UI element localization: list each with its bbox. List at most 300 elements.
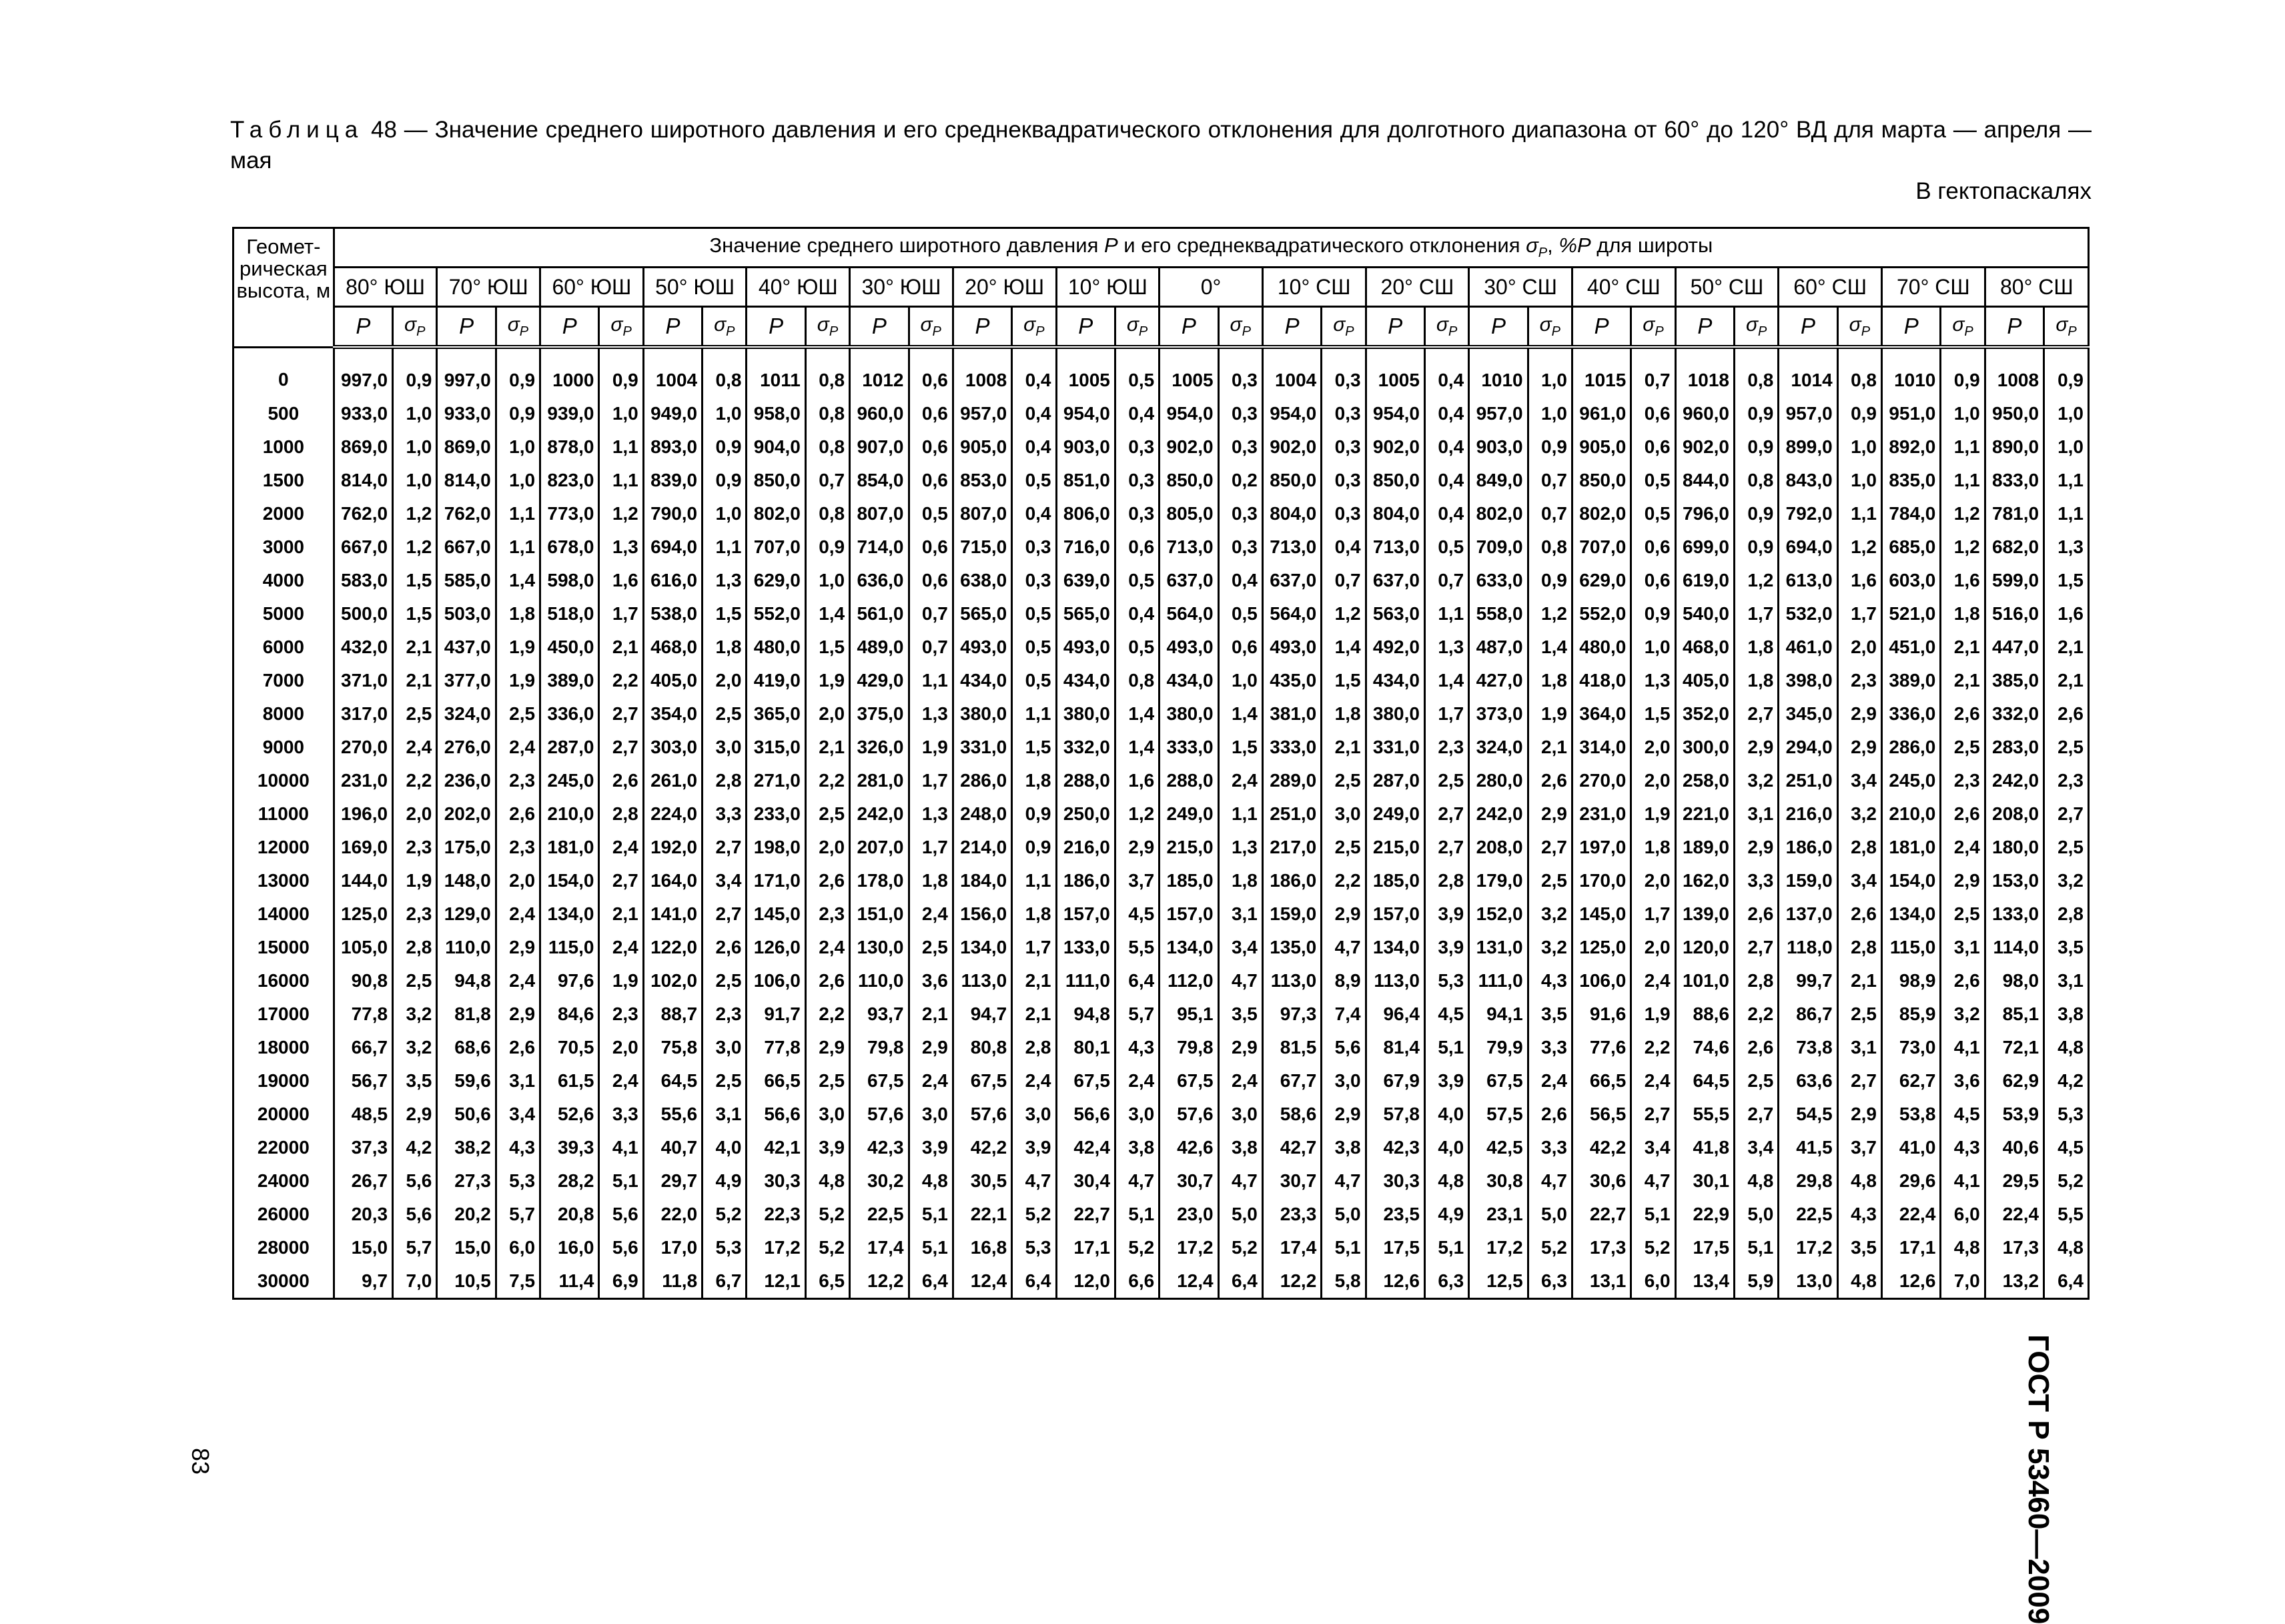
pressure-cell: 1000 — [540, 347, 599, 397]
sigma-cell: 2,8 — [1012, 1031, 1056, 1064]
pressure-cell: 699,0 — [1675, 530, 1734, 564]
p-subheader: P — [850, 307, 909, 348]
pressure-cell: 781,0 — [1985, 497, 2043, 530]
pressure-cell: 432,0 — [334, 631, 392, 664]
pressure-cell: 133,0 — [1056, 931, 1115, 964]
pressure-cell: 637,0 — [1160, 564, 1218, 597]
sigma-cell: 2,5 — [1941, 731, 1985, 764]
sigma-cell: 0,5 — [1012, 664, 1056, 697]
sigma-cell: 2,5 — [805, 1064, 849, 1098]
sigma-cell: 2,2 — [805, 764, 849, 797]
pressure-cell: 249,0 — [1366, 797, 1424, 831]
pressure-cell: 30,3 — [747, 1164, 805, 1198]
pressure-cell: 17,3 — [1985, 1231, 2043, 1264]
sigma-cell: 6,0 — [1941, 1198, 1985, 1231]
sigma-cell: 2,4 — [1631, 1064, 1675, 1098]
sigma-cell: 2,0 — [805, 831, 849, 864]
sigma-cell: 2,1 — [805, 731, 849, 764]
sigma-cell: 7,0 — [393, 1264, 437, 1299]
sigma-cell: 2,5 — [1941, 897, 1985, 931]
pressure-cell: 619,0 — [1675, 564, 1734, 597]
pressure-cell: 12,4 — [953, 1264, 1011, 1299]
sigma-cell: 4,2 — [2044, 1064, 2089, 1098]
sigma-cell: 0,3 — [1322, 430, 1366, 464]
sigma-cell: 5,3 — [1012, 1231, 1056, 1264]
p-subheader: P — [540, 307, 599, 348]
p-subheader: P — [643, 307, 702, 348]
pressure-cell: 1010 — [1469, 347, 1528, 397]
sigma-cell: 0,9 — [496, 347, 540, 397]
sigma-cell: 5,2 — [1631, 1231, 1675, 1264]
sigma-cell: 2,6 — [2044, 697, 2089, 731]
sigma-cell: 1,2 — [393, 530, 437, 564]
pressure-cell: 20,2 — [437, 1198, 496, 1231]
pressure-cell: 1011 — [747, 347, 805, 397]
sigma-cell: 5,6 — [599, 1231, 643, 1264]
table-row — [234, 931, 2089, 964]
sigma-cell: 1,5 — [805, 631, 849, 664]
pressure-cell: 16,0 — [540, 1231, 599, 1264]
table-row — [234, 497, 2089, 530]
pressure-cell: 902,0 — [1160, 430, 1218, 464]
pressure-cell: 210,0 — [540, 797, 599, 831]
sigma-cell: 3,0 — [909, 1098, 953, 1131]
sigma-cell: 2,2 — [1631, 1031, 1675, 1064]
sigma-cell: 4,7 — [1528, 1164, 1572, 1198]
pressure-cell: 380,0 — [1366, 697, 1424, 731]
pressure-cell: 713,0 — [1262, 530, 1321, 564]
sigma-cell: 3,4 — [1837, 864, 1881, 897]
sigma-cell: 0,8 — [805, 347, 849, 397]
pressure-cell: 141,0 — [643, 897, 702, 931]
sigma-cell: 1,0 — [1528, 347, 1572, 397]
sigma-cell: 1,9 — [599, 964, 643, 997]
sigma-cell: 1,4 — [1528, 631, 1572, 664]
pressure-cell: 216,0 — [1056, 831, 1115, 864]
sigma-symbol: σ — [1745, 313, 1759, 336]
pressure-cell: 434,0 — [953, 664, 1011, 697]
pressure-cell: 52,6 — [540, 1098, 599, 1131]
sigma-cell: 2,8 — [2044, 897, 2089, 931]
sigma-cell: 1,0 — [703, 497, 747, 530]
header-comma: , — [1547, 234, 1559, 258]
height-cell: 26000 — [234, 1198, 334, 1231]
sigma-cell: 2,9 — [1735, 731, 1779, 764]
pressure-cell: 398,0 — [1779, 664, 1837, 697]
pressure-cell: 933,0 — [334, 397, 392, 430]
sigma-subheader — [599, 307, 643, 348]
sigma-cell: 2,5 — [703, 1064, 747, 1098]
pressure-cell: 1005 — [1366, 347, 1424, 397]
sigma-cell: 4,8 — [1837, 1164, 1881, 1198]
sigma-subheader — [1424, 307, 1468, 348]
pressure-cell: 957,0 — [1469, 397, 1528, 430]
sigma-cell: 2,7 — [1528, 831, 1572, 864]
sigma-cell: 3,1 — [2044, 964, 2089, 997]
sigma-cell: 3,2 — [1528, 931, 1572, 964]
pressure-cell: 389,0 — [1882, 664, 1941, 697]
sigma-cell: 1,2 — [1735, 564, 1779, 597]
pressure-cell: 678,0 — [540, 530, 599, 564]
p-subheader: P — [1469, 307, 1528, 348]
sigma-cell: 2,9 — [1115, 831, 1159, 864]
sigma-cell: 3,5 — [1837, 1231, 1881, 1264]
pressure-cell: 22,5 — [850, 1198, 909, 1231]
pressure-cell: 67,5 — [1469, 1064, 1528, 1098]
sigma-cell: 3,9 — [1012, 1131, 1056, 1164]
pressure-cell: 1008 — [1985, 347, 2043, 397]
sigma-cell: 4,1 — [1941, 1031, 1985, 1064]
header-prefix: Значение среднего широтного давления — [709, 234, 1104, 258]
sigma-cell: 3,4 — [1631, 1131, 1675, 1164]
sigma-subscript: P — [1345, 324, 1354, 339]
pressure-cell: 57,6 — [1160, 1098, 1218, 1131]
sigma-cell: 2,5 — [393, 697, 437, 731]
pressure-cell: 17,0 — [643, 1231, 702, 1264]
pressure-cell: 939,0 — [540, 397, 599, 430]
pressure-cell: 300,0 — [1675, 731, 1734, 764]
sigma-cell: 1,4 — [496, 564, 540, 597]
table-row — [234, 1231, 2089, 1264]
pressure-cell: 707,0 — [1572, 530, 1631, 564]
sigma-symbol: σ — [1952, 313, 1965, 336]
pressure-cell: 450,0 — [540, 631, 599, 664]
sigma-cell: 1,2 — [1941, 530, 1985, 564]
sigma-cell: 0,3 — [1322, 397, 1366, 430]
pressure-cell: 281,0 — [850, 764, 909, 797]
pressure-cell: 336,0 — [540, 697, 599, 731]
pressure-cell: 129,0 — [437, 897, 496, 931]
pressure-cell: 447,0 — [1985, 631, 2043, 664]
pressure-cell: 179,0 — [1469, 864, 1528, 897]
height-cell: 28000 — [234, 1231, 334, 1264]
sigma-cell: 1,6 — [1941, 564, 1985, 597]
pressure-cell: 77,8 — [747, 1031, 805, 1064]
pressure-cell: 22,3 — [747, 1198, 805, 1231]
pressure-cell: 93,7 — [850, 997, 909, 1031]
latitude-header: 80° СШ — [1985, 268, 2088, 307]
sigma-cell: 2,4 — [1528, 1064, 1572, 1098]
pressure-cell: 850,0 — [1262, 464, 1321, 497]
sigma-cell: 4,8 — [2044, 1231, 2089, 1264]
pressure-cell: 835,0 — [1882, 464, 1941, 497]
pressure-cell: 113,0 — [1366, 964, 1424, 997]
sigma-cell: 1,1 — [1837, 497, 1881, 530]
sigma-cell: 5,1 — [1322, 1231, 1366, 1264]
sigma-cell: 0,9 — [1735, 397, 1779, 430]
pressure-cell: 72,1 — [1985, 1031, 2043, 1064]
pressure-cell: 807,0 — [850, 497, 909, 530]
pressure-cell: 157,0 — [1160, 897, 1218, 931]
pressure-cell: 12,2 — [1262, 1264, 1321, 1299]
pressure-cell: 1004 — [643, 347, 702, 397]
sigma-cell: 5,1 — [909, 1198, 953, 1231]
sigma-cell: 3,2 — [393, 1031, 437, 1064]
sigma-subscript: P — [1242, 324, 1251, 339]
pressure-cell: 905,0 — [1572, 430, 1631, 464]
sigma-cell: 0,3 — [1218, 397, 1262, 430]
pressure-cell: 42,3 — [850, 1131, 909, 1164]
latitude-header: 80° ЮШ — [334, 268, 437, 307]
pressure-cell: 137,0 — [1779, 897, 1837, 931]
height-cell: 24000 — [234, 1164, 334, 1198]
sigma-cell: 1,2 — [1941, 497, 1985, 530]
sigma-cell: 5,3 — [1424, 964, 1468, 997]
pressure-cell: 784,0 — [1882, 497, 1941, 530]
sigma-cell: 4,8 — [1941, 1231, 1985, 1264]
sigma-cell: 2,6 — [1528, 764, 1572, 797]
pressure-cell: 214,0 — [953, 831, 1011, 864]
sigma-cell: 5,1 — [599, 1164, 643, 1198]
pressure-cell: 288,0 — [1160, 764, 1218, 797]
pressure-cell: 39,3 — [540, 1131, 599, 1164]
sigma-cell: 1,8 — [1735, 631, 1779, 664]
sigma-cell: 4,8 — [909, 1164, 953, 1198]
sigma-cell: 2,4 — [393, 731, 437, 764]
pressure-cell: 839,0 — [643, 464, 702, 497]
pressure-cell: 844,0 — [1675, 464, 1734, 497]
sigma-cell: 5,7 — [496, 1198, 540, 1231]
header-mid: и его среднеквадратического отклонения — [1117, 234, 1526, 258]
pressure-cell: 283,0 — [1985, 731, 2043, 764]
pressure-cell: 111,0 — [1056, 964, 1115, 997]
pressure-cell: 714,0 — [850, 530, 909, 564]
sigma-cell: 5,9 — [1735, 1264, 1779, 1299]
sigma-cell: 1,7 — [1012, 931, 1056, 964]
pressure-cell: 405,0 — [1675, 664, 1734, 697]
pressure-cell: 951,0 — [1882, 397, 1941, 430]
sigma-cell: 0,3 — [1115, 430, 1159, 464]
pressure-cell: 324,0 — [437, 697, 496, 731]
sigma-cell: 2,8 — [393, 931, 437, 964]
sigma-cell: 4,9 — [1424, 1198, 1468, 1231]
pressure-cell: 804,0 — [1262, 497, 1321, 530]
pressure-cell: 210,0 — [1882, 797, 1941, 831]
pressure-cell: 122,0 — [643, 931, 702, 964]
sigma-cell: 5,0 — [1322, 1198, 1366, 1231]
sigma-cell: 3,0 — [1218, 1098, 1262, 1131]
sigma-cell: 2,9 — [1837, 697, 1881, 731]
pressure-cell: 468,0 — [1675, 631, 1734, 664]
sigma-cell: 3,0 — [1012, 1098, 1056, 1131]
pressure-cell: 178,0 — [850, 864, 909, 897]
sigma-cell: 2,7 — [599, 731, 643, 764]
sigma-cell: 1,9 — [1631, 797, 1675, 831]
sigma-cell: 2,3 — [805, 897, 849, 931]
sigma-cell: 3,3 — [599, 1098, 643, 1131]
sigma-cell: 2,3 — [599, 997, 643, 1031]
sigma-cell: 4,7 — [1322, 1164, 1366, 1198]
sigma-symbol: σ — [920, 313, 933, 336]
height-cell: 11000 — [234, 797, 334, 831]
sigma-cell: 6,4 — [2044, 1264, 2089, 1299]
sigma-cell: 2,9 — [496, 931, 540, 964]
sigma-cell: 3,4 — [1218, 931, 1262, 964]
header-p-symbol: P — [1104, 234, 1118, 258]
pressure-cell: 427,0 — [1469, 664, 1528, 697]
sigma-cell: 1,5 — [1322, 664, 1366, 697]
sigma-cell: 2,1 — [1528, 731, 1572, 764]
height-cell: 5000 — [234, 597, 334, 631]
pressure-cell: 287,0 — [540, 731, 599, 764]
pressure-cell: 208,0 — [1469, 831, 1528, 864]
pressure-cell: 30,4 — [1056, 1164, 1115, 1198]
sigma-cell: 1,0 — [1631, 631, 1675, 664]
sigma-cell: 1,3 — [1424, 631, 1468, 664]
pressure-cell: 55,5 — [1675, 1098, 1734, 1131]
sigma-cell: 1,1 — [1218, 797, 1262, 831]
pressure-cell: 185,0 — [1366, 864, 1424, 897]
pressure-cell: 20,8 — [540, 1198, 599, 1231]
sigma-cell: 0,4 — [1115, 397, 1159, 430]
sigma-cell: 3,4 — [1837, 764, 1881, 797]
sigma-cell: 1,8 — [1218, 864, 1262, 897]
sigma-subheader — [909, 307, 953, 348]
sigma-cell: 0,6 — [1631, 564, 1675, 597]
pressure-cell: 11,8 — [643, 1264, 702, 1299]
sigma-cell: 1,8 — [1012, 764, 1056, 797]
sigma-symbol: σ — [2055, 313, 2068, 336]
sigma-cell: 2,0 — [393, 797, 437, 831]
pressure-cell: 159,0 — [1779, 864, 1837, 897]
pressure-cell: 682,0 — [1985, 530, 2043, 564]
table-row — [234, 597, 2089, 631]
pressure-cell: 42,2 — [953, 1131, 1011, 1164]
sigma-subheader — [1528, 307, 1572, 348]
pressure-cell: 487,0 — [1469, 631, 1528, 664]
pressure-cell: 29,7 — [643, 1164, 702, 1198]
pressure-cell: 30,7 — [1262, 1164, 1321, 1198]
pressure-cell: 217,0 — [1262, 831, 1321, 864]
pressure-cell: 694,0 — [1779, 530, 1837, 564]
pressure-cell: 207,0 — [850, 831, 909, 864]
pressure-cell: 221,0 — [1675, 797, 1734, 831]
table-row — [234, 1064, 2089, 1098]
pressure-cell: 276,0 — [437, 731, 496, 764]
pressure-cell: 418,0 — [1572, 664, 1631, 697]
sigma-cell: 2,5 — [1322, 764, 1366, 797]
pressure-cell: 15,0 — [437, 1231, 496, 1264]
pressure-table — [232, 227, 2090, 1300]
sigma-cell: 4,5 — [1115, 897, 1159, 931]
pressure-cell: 437,0 — [437, 631, 496, 664]
pressure-cell: 17,4 — [850, 1231, 909, 1264]
pressure-cell: 56,5 — [1572, 1098, 1631, 1131]
sigma-cell: 3,8 — [1115, 1131, 1159, 1164]
sigma-subheader — [2044, 307, 2089, 348]
pressure-cell: 352,0 — [1675, 697, 1734, 731]
pressure-cell: 68,6 — [437, 1031, 496, 1064]
pressure-cell: 802,0 — [1572, 497, 1631, 530]
sigma-cell: 3,3 — [703, 797, 747, 831]
sigma-cell: 0,9 — [2044, 347, 2089, 397]
sigma-cell: 0,8 — [1115, 664, 1159, 697]
pressure-cell: 13,2 — [1985, 1264, 2043, 1299]
pressure-cell: 79,8 — [850, 1031, 909, 1064]
sigma-cell: 2,9 — [393, 1098, 437, 1131]
pressure-cell: 41,8 — [1675, 1131, 1734, 1164]
sigma-cell: 1,0 — [703, 397, 747, 430]
sigma-cell: 4,8 — [1424, 1164, 1468, 1198]
sigma-cell: 1,7 — [909, 831, 953, 864]
sigma-cell: 2,1 — [909, 997, 953, 1031]
pressure-cell: 134,0 — [1366, 931, 1424, 964]
sigma-cell: 5,3 — [496, 1164, 540, 1198]
pressure-cell: 79,8 — [1160, 1031, 1218, 1064]
pressure-cell: 814,0 — [334, 464, 392, 497]
pressure-cell: 153,0 — [1985, 864, 2043, 897]
pressure-cell: 250,0 — [1056, 797, 1115, 831]
pressure-cell: 17,5 — [1366, 1231, 1424, 1264]
sigma-cell: 0,4 — [1218, 564, 1262, 597]
sigma-cell: 4,3 — [1941, 1131, 1985, 1164]
pressure-cell: 315,0 — [747, 731, 805, 764]
sigma-cell: 6,4 — [1115, 964, 1159, 997]
pressure-cell: 57,5 — [1469, 1098, 1528, 1131]
sigma-cell: 1,1 — [909, 664, 953, 697]
sigma-cell: 1,1 — [1941, 430, 1985, 464]
sigma-cell: 5,0 — [1218, 1198, 1262, 1231]
sigma-cell: 1,2 — [393, 497, 437, 530]
pressure-cell: 30,2 — [850, 1164, 909, 1198]
sigma-cell: 0,9 — [1735, 530, 1779, 564]
sigma-subheader — [1941, 307, 1985, 348]
pressure-cell: 251,0 — [1779, 764, 1837, 797]
sigma-cell: 2,2 — [1322, 864, 1366, 897]
pressure-cell: 814,0 — [437, 464, 496, 497]
sigma-cell: 0,9 — [1012, 797, 1056, 831]
sigma-symbol: σ — [610, 313, 623, 336]
pressure-cell: 67,9 — [1366, 1064, 1424, 1098]
pressure-cell: 317,0 — [334, 697, 392, 731]
pressure-cell: 902,0 — [1366, 430, 1424, 464]
pressure-cell: 98,0 — [1985, 964, 2043, 997]
pressure-cell: 331,0 — [953, 731, 1011, 764]
sigma-cell: 1,1 — [703, 530, 747, 564]
pressure-cell: 62,9 — [1985, 1064, 2043, 1098]
height-cell: 6000 — [234, 631, 334, 664]
pressure-cell: 26,7 — [334, 1164, 392, 1198]
sigma-cell: 2,2 — [393, 764, 437, 797]
sigma-cell: 0,7 — [1528, 497, 1572, 530]
pressure-cell: 133,0 — [1985, 897, 2043, 931]
pressure-cell: 434,0 — [1160, 664, 1218, 697]
pressure-cell: 197,0 — [1572, 831, 1631, 864]
sigma-cell: 1,8 — [1631, 831, 1675, 864]
pressure-cell: 603,0 — [1882, 564, 1941, 597]
pressure-cell: 833,0 — [1985, 464, 2043, 497]
latitude-header: 30° ЮШ — [850, 268, 953, 307]
sigma-cell: 0,4 — [1012, 430, 1056, 464]
pressure-cell: 105,0 — [334, 931, 392, 964]
header-suffix: для широты — [1590, 234, 1713, 258]
page-number: 83 — [187, 1447, 214, 1475]
sigma-cell: 2,0 — [1631, 864, 1675, 897]
pressure-cell: 84,6 — [540, 997, 599, 1031]
sigma-symbol: σ — [1643, 313, 1655, 336]
sigma-cell: 1,0 — [805, 564, 849, 597]
sigma-cell: 3,1 — [1941, 931, 1985, 964]
height-cell: 22000 — [234, 1131, 334, 1164]
sigma-symbol: σ — [1539, 313, 1552, 336]
sigma-cell: 2,6 — [703, 931, 747, 964]
sigma-cell: 3,0 — [1322, 1064, 1366, 1098]
sigma-cell: 0,3 — [1218, 347, 1262, 397]
sigma-cell: 2,8 — [599, 797, 643, 831]
pressure-cell: 196,0 — [334, 797, 392, 831]
sigma-cell: 1,7 — [1424, 697, 1468, 731]
sigma-cell: 3,2 — [393, 997, 437, 1031]
